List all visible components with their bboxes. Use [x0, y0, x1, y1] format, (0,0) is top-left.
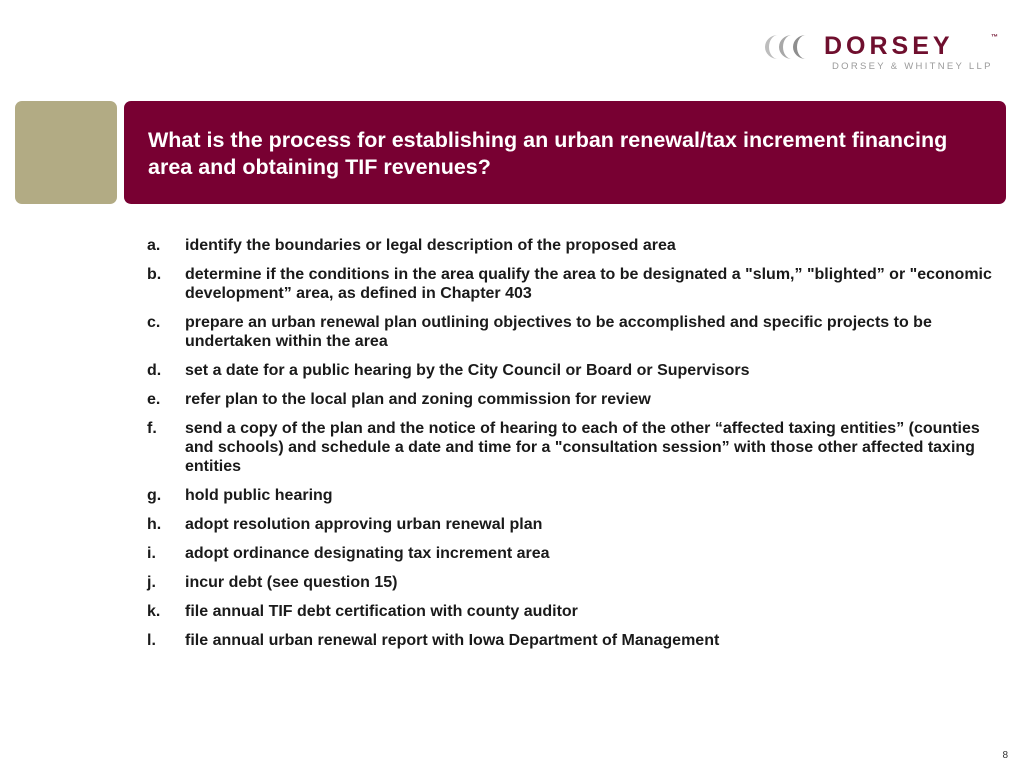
list-marker: e. [147, 391, 161, 408]
list-item [147, 602, 997, 621]
list-item-text: incur debt (see question 15) [185, 574, 398, 591]
list-item-text: identify the boundaries or legal description of the proposed area [185, 237, 676, 254]
page-number: 8 [1002, 750, 1008, 761]
logo-subtitle: DORSEY & WHITNEY LLP [832, 61, 993, 72]
list-item-text: prepare an urban renewal plan outlining objectives to be accomplished and specific projects to be undertaken within the area [185, 314, 932, 350]
list-item [147, 236, 997, 255]
list-marker: a. [147, 237, 161, 254]
list-marker: d. [147, 362, 162, 379]
list-item-text: file annual urban renewal report with Iowa Department of Management [185, 632, 720, 649]
list-item [147, 390, 997, 409]
logo-swoosh-icon [762, 32, 822, 62]
list-item-text: hold public hearing [185, 487, 333, 504]
list-item [147, 313, 997, 351]
list-marker: i. [147, 545, 156, 562]
list-item-text: refer plan to the local plan and zoning commission for review [185, 391, 651, 408]
list-marker: l. [147, 632, 156, 649]
list-item [147, 544, 997, 563]
list-marker: g. [147, 487, 162, 504]
list-item-text: set a date for a public hearing by the City Council or Board or Supervisors [185, 362, 750, 379]
list-item-text: adopt resolution approving urban renewal plan [185, 516, 543, 533]
list-item [147, 573, 997, 592]
list-item-text: determine if the conditions in the area qualify the area to be designated a "slum,” "blighted” or "economic development” area, as defined in Chapter 403 [185, 266, 992, 302]
list-marker: b. [147, 266, 162, 283]
list-item [147, 265, 997, 303]
list-marker: h. [147, 516, 162, 533]
list-item-text: file annual TIF debt certification with county auditor [185, 603, 578, 620]
list-marker: f. [147, 420, 157, 437]
list-item-text: send a copy of the plan and the notice of hearing to each of the other “affected taxing entities” (counties and schools) and schedule a date and time for a "consultation session” with those other affected taxing entities [185, 420, 980, 475]
list-marker: c. [147, 314, 161, 331]
dorsey-logo [752, 30, 1002, 75]
logo-trademark: ™ [991, 34, 998, 41]
slide-title: What is the process for establishing an urban renewal/tax increment financing area and obtaining TIF revenues? [148, 128, 948, 179]
list-item-text: adopt ordinance designating tax increment area [185, 545, 550, 562]
list-item [147, 419, 997, 476]
decorative-square [15, 101, 117, 204]
logo-wordmark: DORSEY [824, 32, 954, 60]
list-marker: j. [147, 574, 156, 591]
list-item [147, 486, 997, 505]
list-item [147, 631, 997, 650]
list-item [147, 361, 997, 380]
process-steps-list [147, 236, 997, 660]
list-item [147, 515, 997, 534]
title-bar [124, 101, 1006, 204]
list-marker: k. [147, 603, 161, 620]
